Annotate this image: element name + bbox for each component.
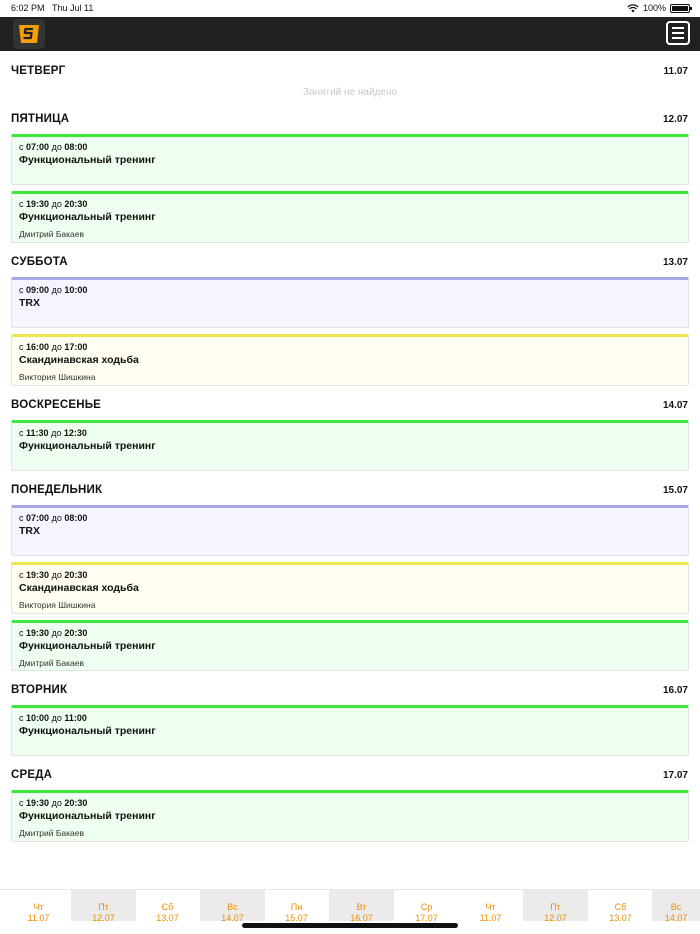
day-header	[11, 480, 688, 500]
day-tab[interactable]	[652, 890, 700, 921]
day-tab[interactable]	[588, 890, 653, 921]
class-card[interactable]	[11, 790, 689, 842]
class-title: Функциональный тренинг	[19, 640, 156, 652]
class-title: Функциональный тренинг	[19, 154, 156, 166]
class-time: с 07:00 до 08:00	[19, 142, 88, 152]
day-date: 15.07	[662, 484, 688, 496]
class-trainer: Дмитрий Бакаев	[19, 229, 85, 239]
tab-date: 13.07	[156, 913, 179, 923]
day-tab[interactable]	[329, 890, 394, 921]
status-right	[627, 3, 690, 13]
day-date: 11.07	[663, 65, 688, 77]
tab-dow: Сб	[161, 902, 174, 912]
empty-note: Занятий не найдено	[302, 87, 398, 98]
status-bar	[0, 0, 700, 17]
class-trainer: Виктория Шишкина	[19, 372, 96, 382]
class-card[interactable]	[11, 334, 689, 386]
class-card[interactable]	[11, 620, 689, 671]
day-date: 16.07	[662, 684, 688, 696]
class-title: TRX	[19, 525, 40, 537]
day-tab[interactable]	[6, 890, 71, 921]
day-header	[11, 680, 688, 700]
tab-date: 12.07	[92, 913, 115, 923]
day-date: 12.07	[662, 113, 688, 125]
tab-dow: Пт	[98, 902, 109, 912]
class-card[interactable]	[11, 134, 689, 185]
menu-icon-line	[672, 37, 684, 39]
class-time: с 07:00 до 08:00	[19, 513, 88, 523]
schedule-list[interactable]	[0, 51, 700, 889]
tab-date: 11.07	[27, 913, 50, 923]
class-title: Функциональный тренинг	[19, 211, 156, 223]
day-name: СУББОТА	[11, 256, 68, 268]
home-indicator[interactable]	[242, 923, 458, 928]
day-date: 13.07	[662, 256, 688, 268]
day-name: ПЯТНИЦА	[11, 113, 70, 125]
class-trainer: Дмитрий Бакаев	[19, 658, 85, 668]
day-tab[interactable]	[458, 890, 523, 921]
tab-date: 17.07	[415, 913, 438, 923]
day-header	[11, 765, 688, 785]
day-header	[11, 61, 688, 81]
class-trainer: Дмитрий Бакаев	[19, 828, 85, 838]
day-tab[interactable]	[71, 890, 136, 921]
day-tab[interactable]	[135, 890, 200, 921]
class-title: Функциональный тренинг	[19, 440, 156, 452]
tab-date: 13.07	[609, 913, 632, 923]
logo-s-icon	[17, 23, 41, 45]
class-time: с 09:00 до 10:00	[19, 285, 88, 295]
day-name: ПОНЕДЕЛЬНИК	[11, 484, 103, 496]
class-card[interactable]	[11, 420, 689, 471]
menu-icon-line	[672, 32, 684, 34]
tab-date: 14.07	[221, 913, 244, 923]
menu-icon-line	[672, 27, 684, 29]
class-card[interactable]	[11, 705, 689, 756]
class-time: с 19:30 до 20:30	[19, 570, 88, 580]
tab-dow: Вс	[227, 902, 238, 912]
tab-dow: Вт	[356, 902, 367, 912]
day-header	[11, 109, 688, 129]
day-tab[interactable]	[200, 890, 265, 921]
tab-date: 14.07	[664, 913, 688, 923]
class-time: с 19:30 до 20:30	[19, 199, 88, 209]
class-time: с 19:30 до 20:30	[19, 798, 88, 808]
battery-percent: 100%	[642, 3, 666, 13]
day-name: СРЕДА	[11, 769, 53, 781]
class-time: с 10:00 до 11:00	[19, 713, 87, 723]
tab-dow: Пт	[550, 902, 561, 912]
class-card[interactable]	[11, 277, 689, 328]
class-card[interactable]	[11, 191, 689, 243]
tab-dow: Сб	[614, 902, 627, 912]
class-card[interactable]	[11, 505, 689, 556]
day-name: ЧЕТВЕРГ	[11, 65, 66, 77]
battery-icon	[670, 4, 690, 13]
tab-dow: Чт	[485, 902, 496, 912]
class-card[interactable]	[11, 562, 689, 614]
day-header	[11, 252, 688, 272]
top-bar	[0, 17, 700, 51]
tab-dow: Ср	[420, 902, 433, 912]
class-title: Скандинавская ходьба	[19, 354, 139, 366]
day-name: ВТОРНИК	[11, 684, 68, 696]
day-name: ВОСКРЕСЕНЬЕ	[11, 399, 102, 411]
tab-date: 15.07	[285, 913, 308, 923]
class-trainer: Виктория Шишкина	[19, 600, 96, 610]
class-time: с 19:30 до 20:30	[19, 628, 88, 638]
tab-date: 12.07	[544, 913, 567, 923]
tab-dow: Чт	[33, 902, 44, 912]
class-title: Функциональный тренинг	[19, 725, 156, 737]
tab-dow: Вс	[670, 902, 682, 912]
tab-date: 11.07	[479, 913, 502, 923]
class-title: Скандинавская ходьба	[19, 582, 139, 594]
status-date: Thu Jul 11	[52, 3, 94, 13]
class-title: TRX	[19, 297, 40, 309]
class-time: с 11:30 до 12:30	[19, 428, 87, 438]
day-date: 14.07	[662, 399, 688, 411]
app-logo[interactable]	[13, 19, 45, 49]
class-time: с 16:00 до 17:00	[19, 342, 88, 352]
menu-button[interactable]	[666, 21, 690, 45]
status-time: 6:02 PM	[11, 3, 45, 13]
class-title: Функциональный тренинг	[19, 810, 156, 822]
day-header	[11, 395, 688, 415]
day-tab[interactable]	[264, 890, 329, 921]
day-tab[interactable]	[523, 890, 588, 921]
tab-date: 16.07	[350, 913, 373, 923]
wifi-icon	[627, 4, 639, 13]
tab-dow: Пн	[290, 902, 303, 912]
day-date: 17.07	[662, 769, 688, 781]
day-tab[interactable]	[394, 890, 459, 921]
